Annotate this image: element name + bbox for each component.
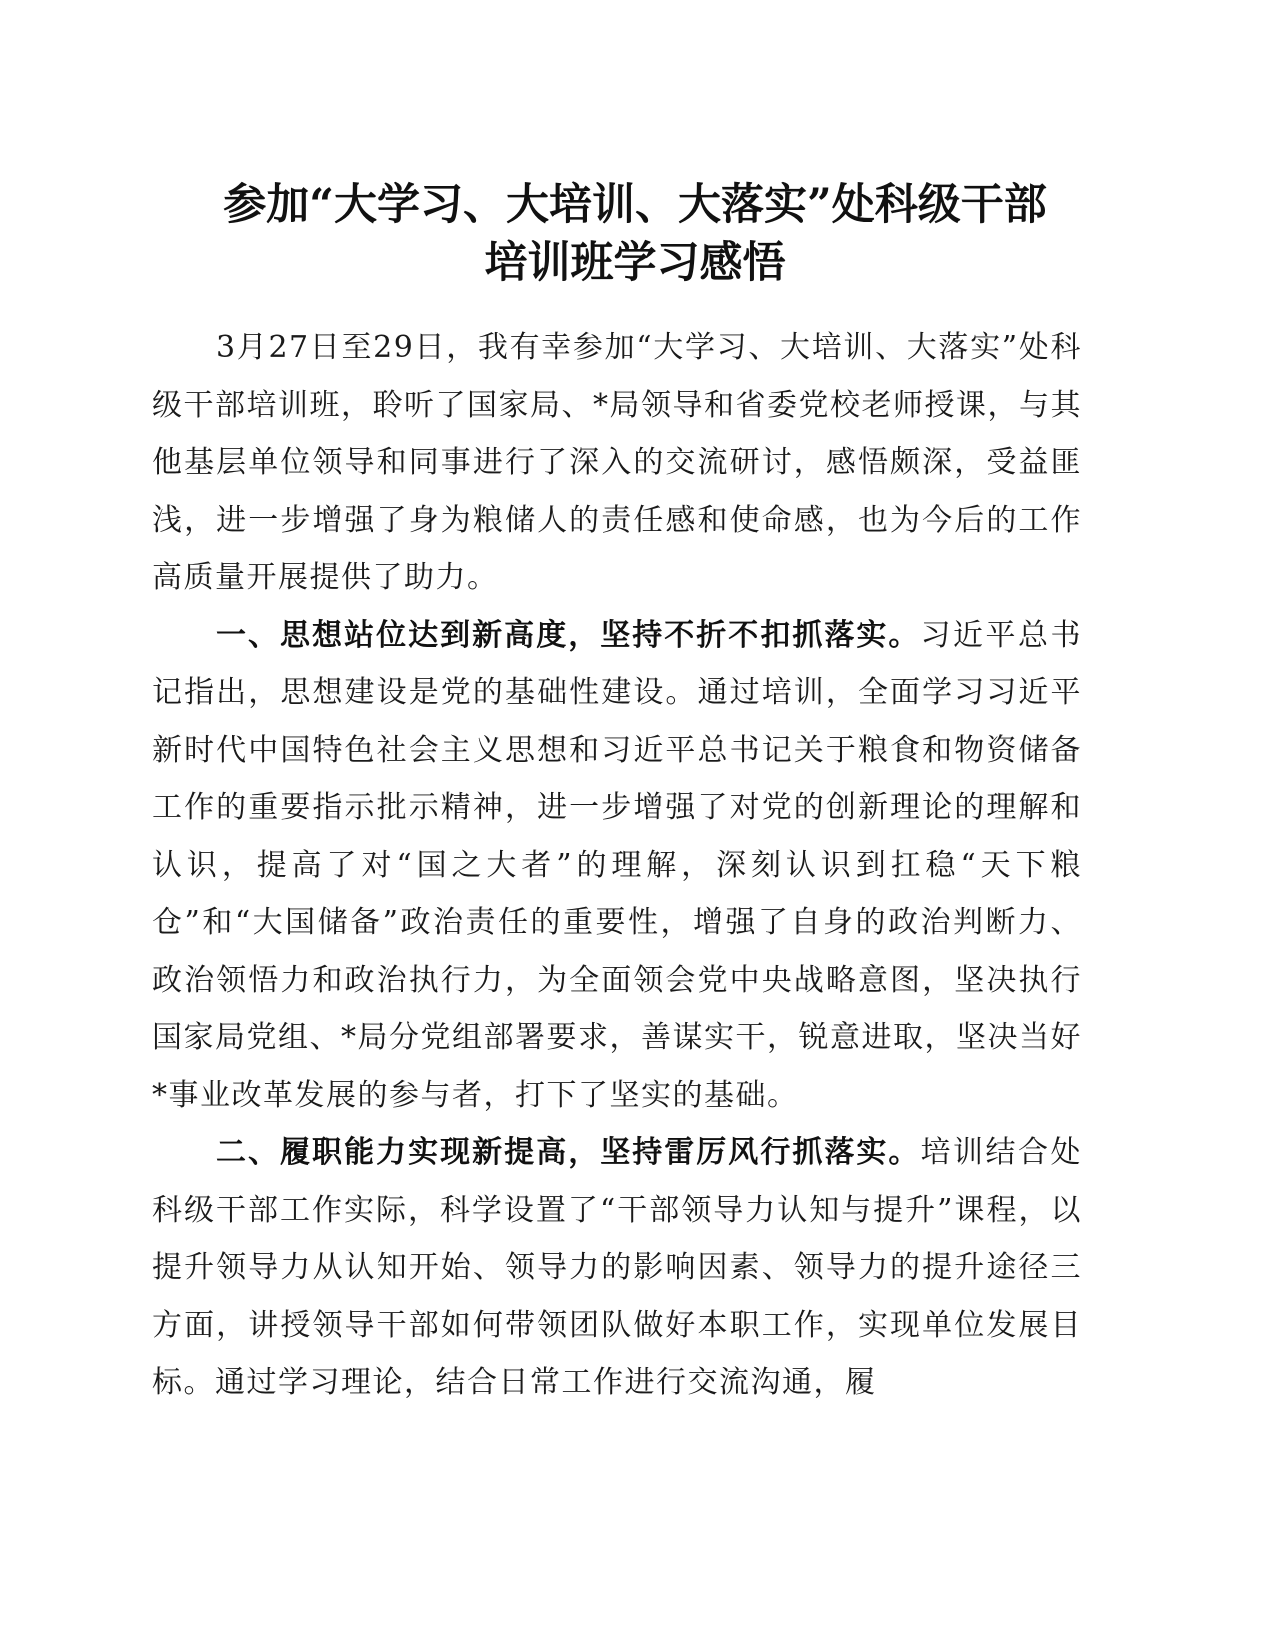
paragraph-text: 习近平总书记指出，思想建设是党的基础性建设。通过培训，全面学习习近平新时代中国特色社会主义思想和习近平总书记关于粮食和物资储备工作的重要指示批示精神，进一步增强了对党的创新理论的理解和认识，提高了对“国之大者”的理解，深刻认识到扛稳“天下粮仓”和“大国储备”政治责任的重要性，增强了自身的政治判断力、政治领悟力和政治执行力，为全面领会党中央战略意图，坚决执行国家局党组、*局分党组部署要求，善谋实干，锐意进取，坚决当好*事业改革发展的参与者，打下了坚实的基础。	[152, 617, 1083, 1113]
paragraph-section-2	[152, 1124, 1082, 1412]
document-title	[140, 176, 1130, 292]
section-heading: 一、思想站位达到新高度，坚持不折不扣抓落实。	[216, 617, 921, 653]
title-line-1: 参加“大学习、大培训、大落实”处科级干部	[223, 180, 1047, 230]
section-heading: 二、履职能力实现新提高，坚持雷厉风行抓落实。	[216, 1135, 921, 1170]
title-line-2: 培训班学习感悟	[484, 238, 786, 288]
paragraph-text: 3月27日至29日，我有幸参加“大学习、大培训、大落实”处科级干部培训班，聆听了国家局、*局领导和省委党校老师授课，与其他基层单位领导和同事进行了深入的交流研讨，感悟颇深，受益匪浅，进一步增强了身为粮储人的责任感和使命感，也为今后的工作高质量开展提供了助力。	[152, 330, 1082, 595]
paragraph-text: 培训结合处科级干部工作实际，科学设置了“干部领导力认知与提升”课程，以提升领导力从认知开始、领导力的影响因素、领导力的提升途径三方面，讲授领导干部如何带领团队做好本职工作，实现单位发展目标。通过学习理论，结合日常工作进行交流沟通，履	[152, 1135, 1083, 1400]
paragraph-intro	[152, 319, 1082, 607]
document-body	[152, 319, 1082, 1412]
paragraph-section-1	[152, 607, 1082, 1125]
